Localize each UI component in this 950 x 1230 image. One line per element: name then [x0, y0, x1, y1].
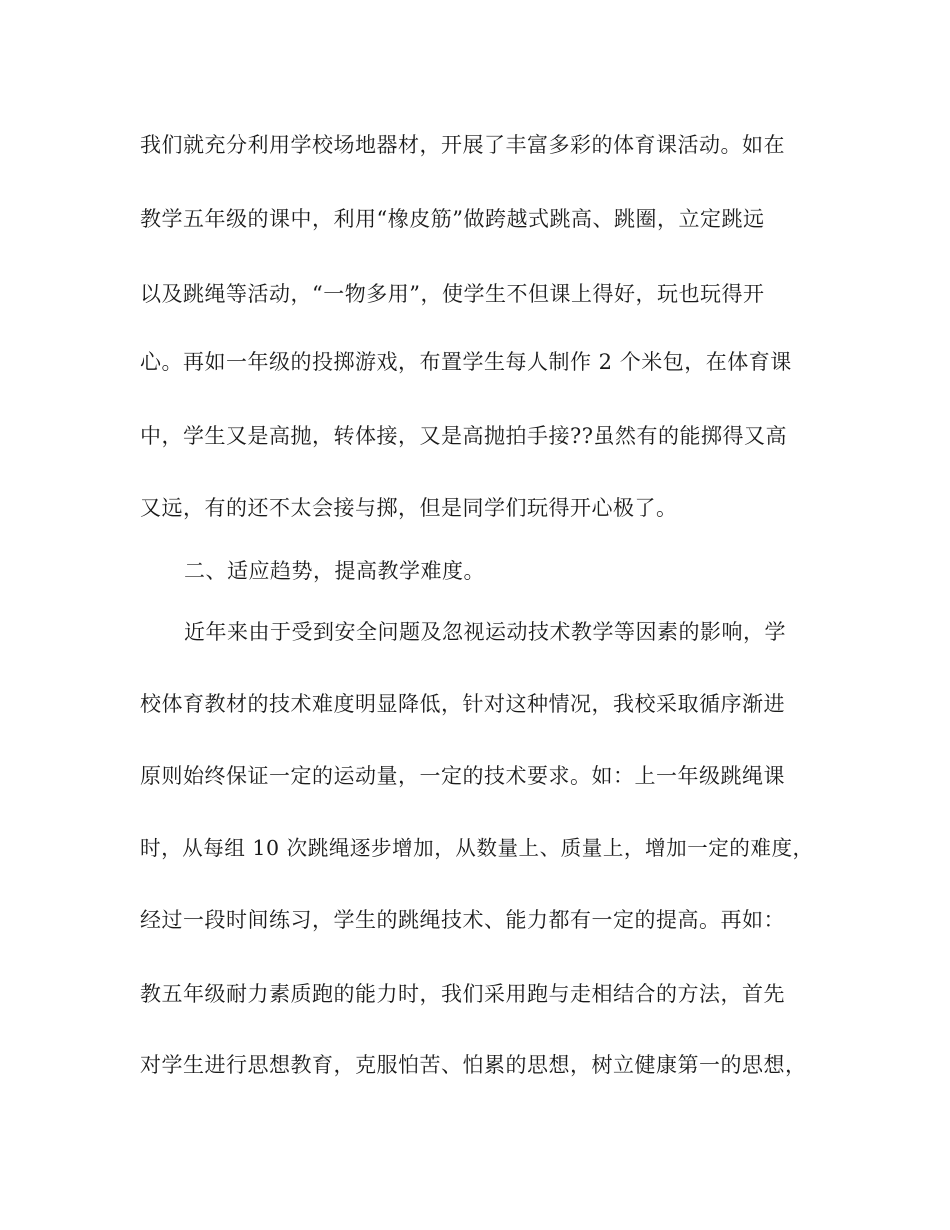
paragraph-line: 又远，有的还不太会接与掷，但是同学们玩得开心极了。	[140, 496, 678, 520]
paragraph-line: 教学五年级的课中，利用“橡皮筋”做跨越式跳高、跳圈，立定跳远	[140, 207, 765, 231]
paragraph-line: 经过一段时间练习，学生的跳绳技术、能力都有一定的提高。再如：	[140, 908, 785, 932]
paragraph-line: 以及跳绳等活动，“一物多用”，使学生不但课上得好，玩也玩得开	[140, 282, 765, 306]
paragraph-line: 我们就充分利用学校场地器材，开展了丰富多彩的体育课活动。如在	[140, 133, 785, 157]
paragraph-line: 心。再如一年级的投掷游戏，布置学生每人制作 2 个米包，在体育课	[140, 350, 792, 374]
paragraph-line: 校体育教材的技术难度明显降低，针对这种情况，我校采取循序渐进	[140, 692, 785, 716]
paragraph-line: 时，从每组 10 次跳绳逐步增加，从数量上、质量上，增加一定的难度，	[140, 836, 814, 860]
paragraph-line: 教五年级耐力素质跑的能力时，我们采用跑与走相结合的方法，首先	[140, 982, 785, 1006]
section-heading: 二、适应趋势，提高教学难度。	[184, 559, 485, 583]
paragraph-line: 近年来由于受到安全问题及忽视运动技术教学等因素的影响，学	[184, 620, 786, 644]
paragraph-line: 对学生进行思想教育，克服怕苦、怕累的思想，树立健康第一的思想，	[140, 1053, 807, 1077]
paragraph-line: 原则始终保证一定的运动量，一定的技术要求。如：上一年级跳绳课	[140, 764, 785, 788]
paragraph-line: 中，学生又是高抛，转体接，又是高抛拍手接??虽然有的能掷得又高	[140, 424, 788, 448]
